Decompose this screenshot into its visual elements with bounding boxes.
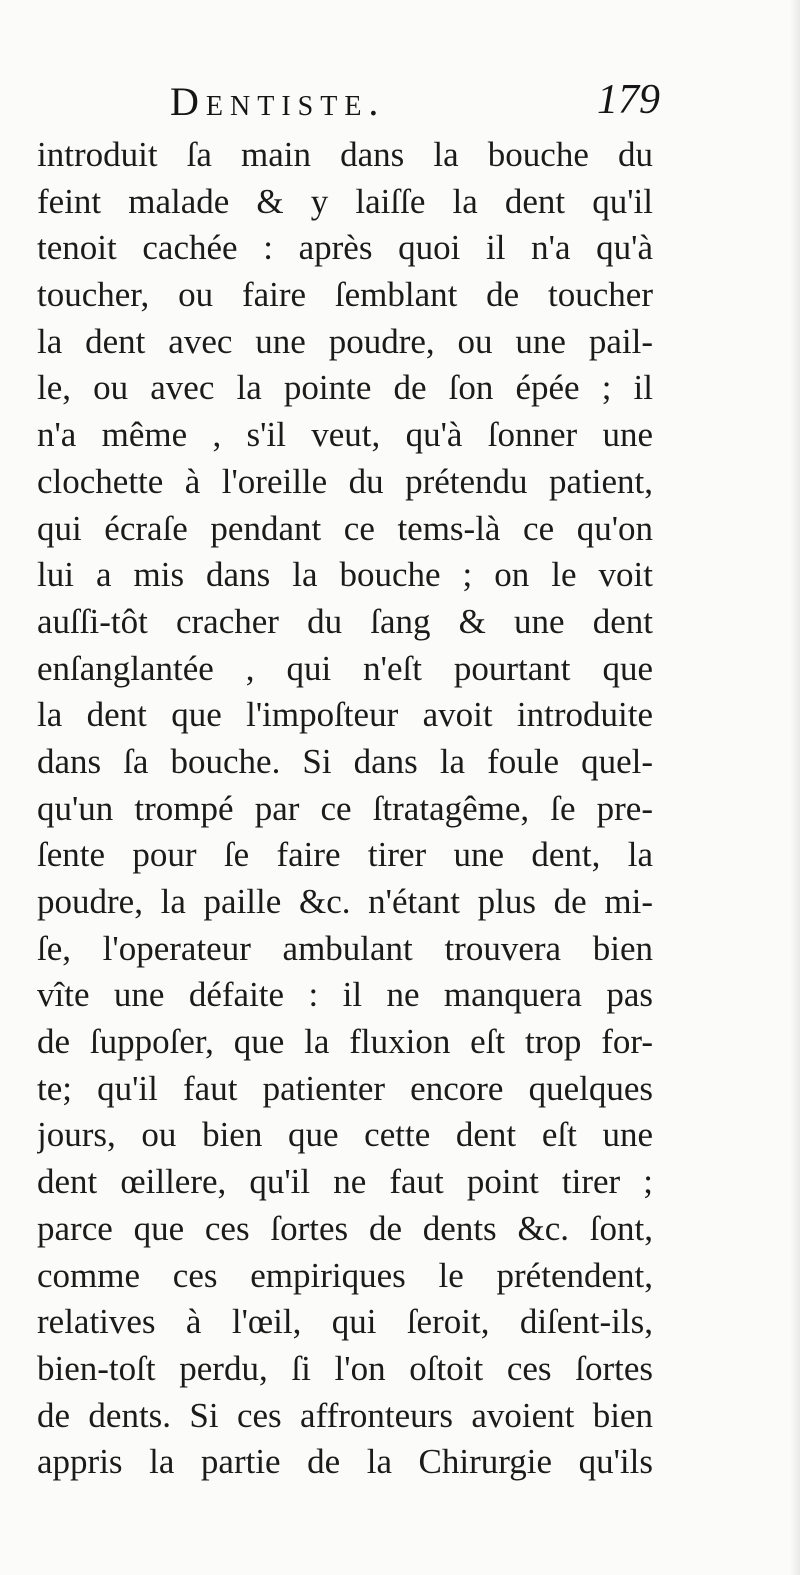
page-number: 179 <box>597 77 660 123</box>
text-line: dans ſa bouche. Si dans la foule quel- <box>37 741 653 781</box>
page-header <box>170 78 660 128</box>
text-line: feint malade & y laiſſe la dent qu'il <box>37 181 653 221</box>
text-line: toucher, ou faire ſemblant de toucher <box>37 275 653 315</box>
page-edge-shadow <box>790 0 800 1575</box>
text-line: la dent que l'impoſteur avoit introduite <box>37 695 653 735</box>
running-title: Dentiste. <box>170 79 386 124</box>
text-line: lui a mis dans la bouche ; on le voit <box>37 555 653 595</box>
text-line: qu'un trompé par ce ſtratagême, ſe pre- <box>37 788 653 828</box>
text-line: de dents. Si ces affronteurs avoient bien <box>37 1395 653 1435</box>
text-line: poudre, la paille &c. n'étant plus de mi- <box>37 882 653 921</box>
text-line: relatives à l'œil, qui ſeroit, diſent-ils, <box>37 1302 653 1342</box>
text-line: te; qu'il faut patienter encore quelques <box>37 1068 653 1108</box>
text-line: auſſi-tôt cracher du ſang & une dent <box>37 601 653 641</box>
text-line: appris la partie de la Chirurgie qu'ils <box>37 1442 653 1482</box>
text-line: ſente pour ſe faire tirer une dent, la <box>37 835 653 875</box>
text-line: le, ou avec la pointe de ſon épée ; il <box>37 368 653 408</box>
text-line: parce que ces ſortes de dents &c. ſont, <box>37 1208 653 1248</box>
text-line: bien-toſt perdu, ſi l'on oſtoit ces ſortes <box>37 1348 653 1388</box>
body-text <box>37 132 653 1486</box>
text-line: vîte une défaite : il ne manquera pas <box>37 975 653 1015</box>
text-line: enſanglantée , qui n'eſt pourtant que <box>37 648 653 688</box>
text-line: introduit ſa main dans la bouche du <box>37 135 653 174</box>
text-line: la dent avec une poudre, ou une pail- <box>37 321 653 361</box>
text-line: tenoit cachée : après quoi il n'a qu'à <box>37 228 653 268</box>
text-line: n'a même , s'il veut, qu'à ſonner une <box>37 415 653 455</box>
text-line: de ſuppoſer, que la fluxion eſt trop for- <box>37 1022 653 1062</box>
text-line: qui écraſe pendant ce tems-là ce qu'on <box>37 508 653 548</box>
text-line: ſe, l'operateur ambulant trouvera bien <box>37 928 653 968</box>
text-line: clochette à l'oreille du prétendu patient, <box>37 461 653 501</box>
text-line: dent œillere, qu'il ne faut point tirer ; <box>37 1162 653 1202</box>
text-line: jours, ou bien que cette dent eſt une <box>37 1115 653 1155</box>
text-line: comme ces empiriques le prétendent, <box>37 1255 653 1295</box>
